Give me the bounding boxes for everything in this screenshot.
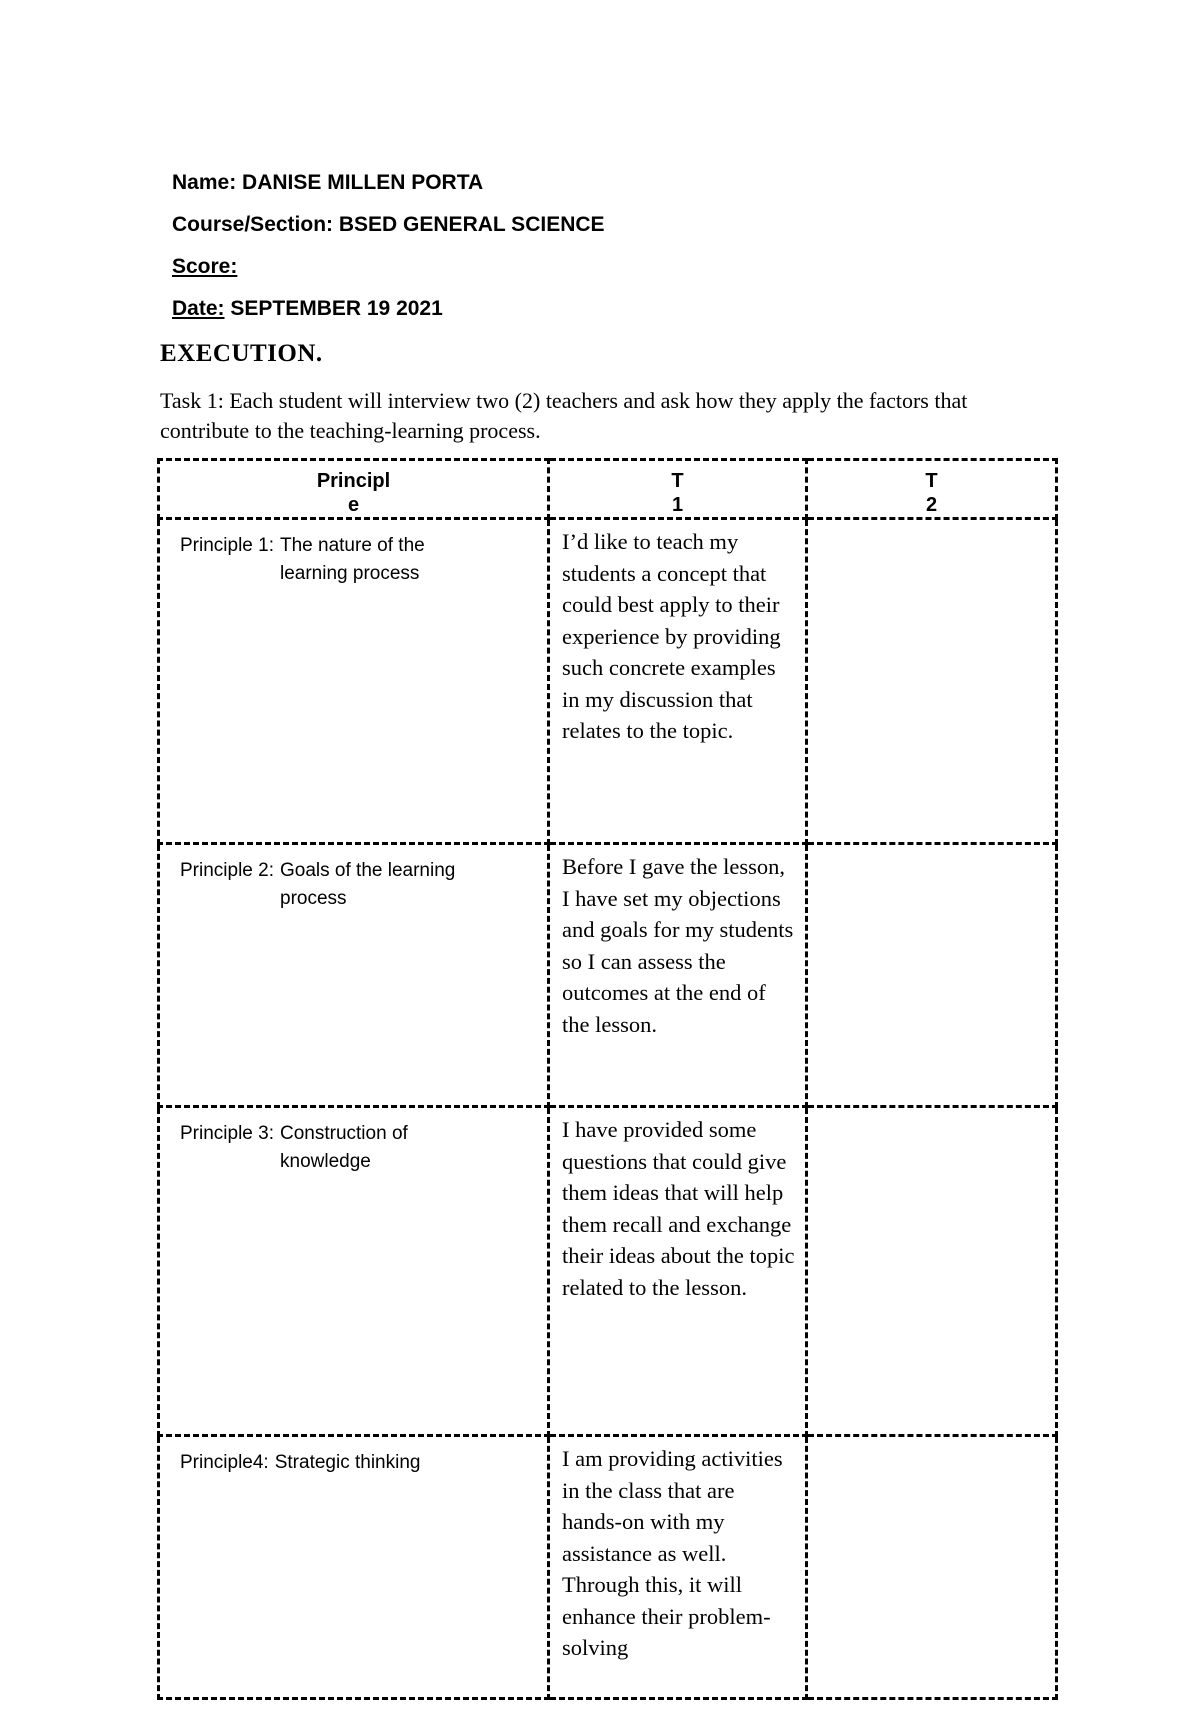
section-heading: EXECUTION. <box>160 340 323 367</box>
score-label: Score: <box>172 255 238 278</box>
t2-response <box>807 1436 1057 1699</box>
principle-label: Principle4: <box>180 1452 269 1473</box>
column-header-principle: Principle <box>159 460 549 519</box>
principle-name: Goals of the learning process <box>280 860 456 909</box>
interview-table <box>157 458 1058 1700</box>
table-header-row <box>159 460 1057 519</box>
t1-response: I am providing activities in the class that are hands-on with my assistance as well. Through this, it will enhance their problem-solving <box>549 1436 807 1699</box>
principle-label: Principle 1: <box>180 535 274 556</box>
t1-response: Before I gave the lesson, I have set my objections and goals for my students so I can assess the outcomes at the end of the lesson. <box>549 844 807 1107</box>
score-line <box>172 246 605 288</box>
t1-response: I’d like to teach my students a concept that could best apply to their experience by providing such concrete examples in my discussion that relates to the topic. <box>549 519 807 844</box>
table-row <box>159 519 1057 844</box>
principle-cell <box>159 519 549 844</box>
table-row <box>159 1107 1057 1436</box>
principle-name: Construction of knowledge <box>280 1123 408 1172</box>
principle-cell <box>159 1107 549 1436</box>
student-info <box>172 162 605 330</box>
principle-name: The nature of the learning process <box>280 535 425 584</box>
name-value: DANISE MILLEN PORTA <box>242 171 484 194</box>
principle-name: Strategic thinking <box>274 1452 421 1473</box>
t2-response <box>807 844 1057 1107</box>
column-header-t1: T1 <box>549 460 807 519</box>
principle-cell <box>159 1436 549 1699</box>
date-line <box>172 288 605 330</box>
date-value: SEPTEMBER 19 2021 <box>230 297 443 320</box>
name-label: Name: <box>172 171 237 194</box>
date-label: Date: <box>172 297 225 320</box>
t2-response <box>807 519 1057 844</box>
t1-response: I have provided some questions that could give them ideas that will help them recall and exchange their ideas about the topic related to the lesson. <box>549 1107 807 1436</box>
course-line <box>172 204 605 246</box>
table-row <box>159 844 1057 1107</box>
course-value: BSED GENERAL SCIENCE <box>338 213 605 236</box>
course-label: Course/Section: <box>172 213 334 236</box>
table-row <box>159 1436 1057 1699</box>
task-instructions: Task 1: Each student will interview two (2) teachers and ask how they apply the factors that contribute to the teaching-learning process. <box>160 388 968 443</box>
principle-cell <box>159 844 549 1107</box>
name-line <box>172 162 605 204</box>
principle-label: Principle 3: <box>180 1123 274 1144</box>
column-header-t2: T2 <box>807 460 1057 519</box>
principle-label: Principle 2: <box>180 860 274 881</box>
t2-response <box>807 1107 1057 1436</box>
